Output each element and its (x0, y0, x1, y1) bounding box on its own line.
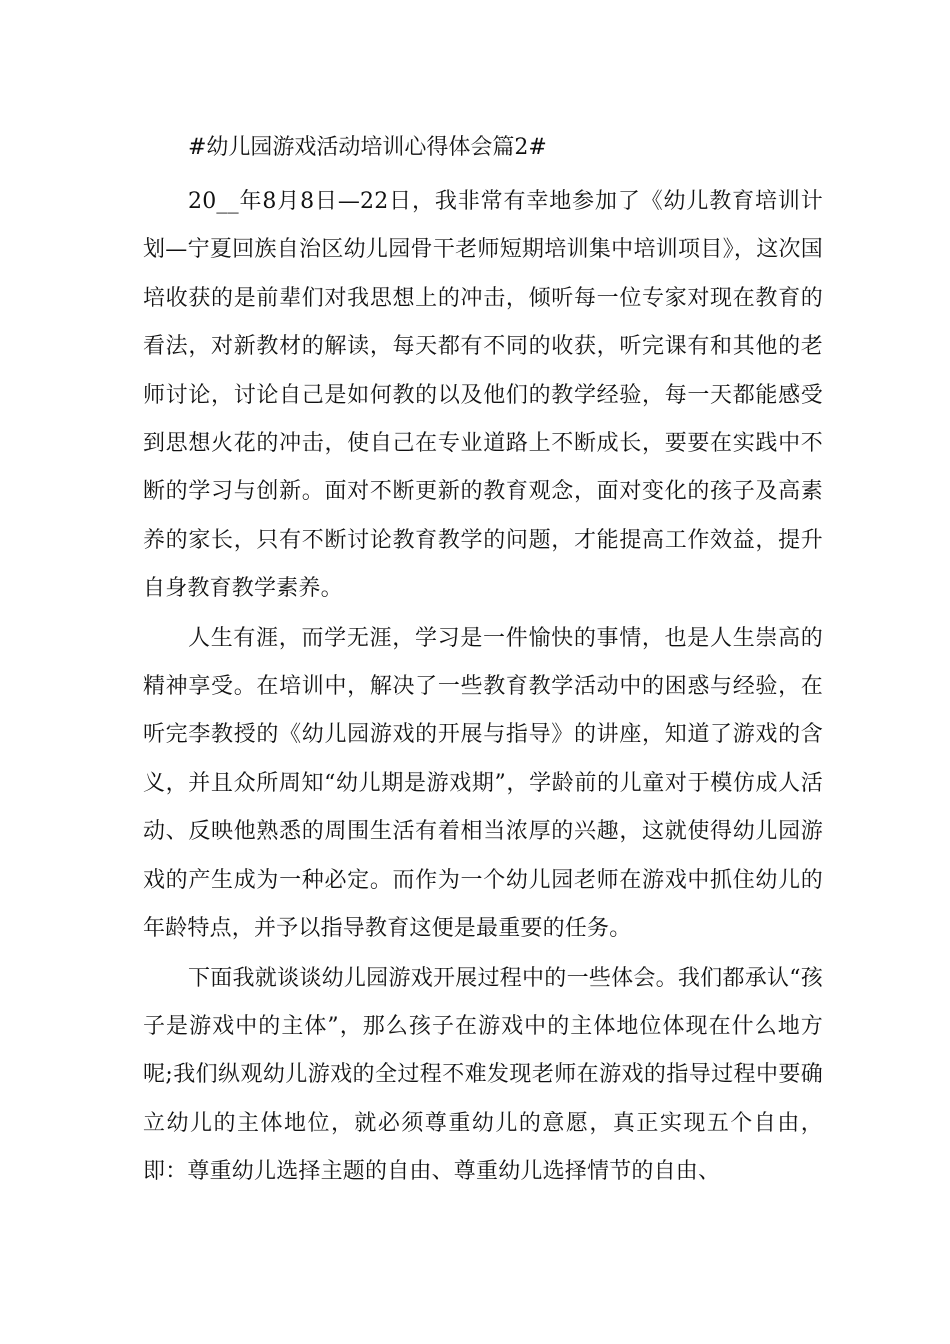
section-heading: #幼儿园游戏活动培训心得体会篇2# (188, 135, 547, 160)
paragraph-2: 人生有涯，而学无涯，学习是一件愉快的事情，也是人生崇高的精神享受。在培训中，解决了一些教育教学活动中的困惑与经验，在听完李教授的《幼儿园游戏的开展与指导》的讲座，知道了游戏的含义，并且众所周知“幼儿期是游戏期”，学龄前的儿童对于模仿成人活动、反映他熟悉的周围生活有着相当浓厚的兴趣，这就使得幼儿园游戏的产生成为一种必定。而作为一个幼儿园老师在游戏中抓住幼儿的年龄特点，并予以指导教育这便是最重要的任务。 (143, 625, 823, 942)
paragraph-3: 下面我就谈谈幼儿园游戏开展过程中的一些体会。我们都承认“孩子是游戏中的主体”，那么孩子在游戏中的主体地位体现在什么地方呢;我们纵观幼儿游戏的全过程不难发现老师在游戏的指导过程中要确立幼儿的主体地位，就必须尊重幼儿的意愿，真正实现五个自由，即：尊重幼儿选择主题的自由、尊重幼儿选择情节的自由、 (143, 965, 823, 1185)
document-body (143, 128, 823, 1198)
paragraph-1: 20__年8月8日—22日，我非常有幸地参加了《幼儿教育培训计划—宁夏回族自治区幼儿园骨干老师短期培训集中培训项目》，这次国培收获的是前辈们对我思想上的冲击，倾听每一位专家对现在教育的看法，对新教材的解读，每天都有不同的收获，听完课有和其他的老师讨论，讨论自己是如何教的以及他们的教学经验，每一天都能感受到思想火花的冲击，使自己在专业道路上不断成长，要要在实践中不断的学习与创新。面对不断更新的教育观念，面对变化的孩子及高素养的家长，只有不断讨论教育教学的问题，才能提高工作效益，提升自身教育教学素养。 (143, 189, 823, 602)
